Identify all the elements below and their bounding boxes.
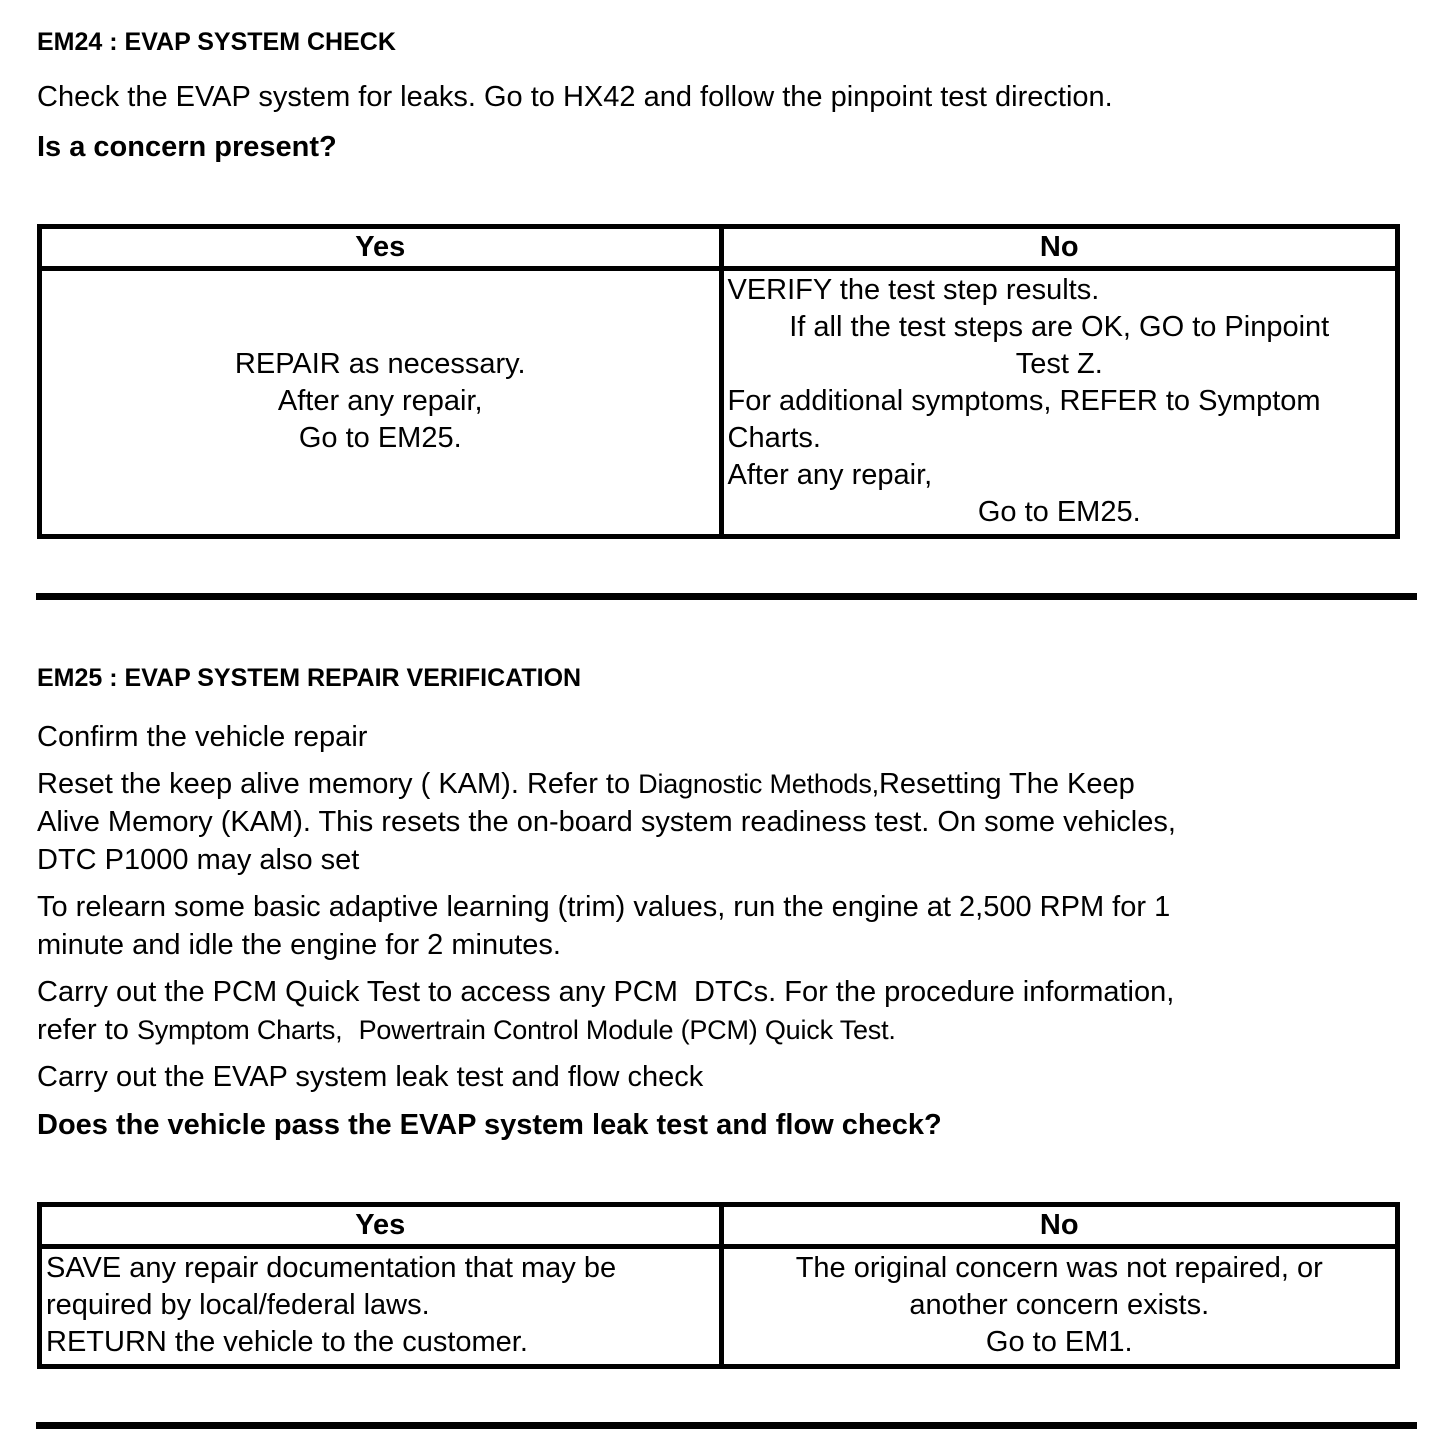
paragraph-line: Alive Memory (KAM). This resets the on-board system readiness test. On some vehicles,	[37, 806, 1176, 838]
em25-table-header-yes: Yes	[42, 1207, 719, 1249]
em24-table-cell-yes	[42, 271, 719, 534]
em24-step-heading: EM24 : EVAP SYSTEM CHECK	[37, 28, 396, 56]
quicktest-line2-pre: refer to	[37, 1014, 137, 1046]
table-cell-line: Test Z.	[1015, 348, 1103, 380]
em25-confirm-paragraph	[37, 718, 1417, 756]
table-cell-line: For additional symptoms, REFER to Symptom	[727, 385, 1321, 417]
paragraph-line: Carry out the PCM Quick Test to access any PCM DTCs. For the procedure information,	[37, 976, 1175, 1008]
em25-leaktest-text: Carry out the EVAP system leak test and flow check	[37, 1061, 704, 1093]
page-bottom-divider	[36, 1422, 1417, 1429]
em25-step-heading: EM25 : EVAP SYSTEM REPAIR VERIFICATION	[37, 664, 582, 692]
em25-reset-paragraph	[37, 765, 1417, 879]
link-pcm-quick-test[interactable]: Powertrain Control Module (PCM) Quick Test.	[358, 1015, 896, 1045]
paragraph-line	[37, 1011, 1417, 1049]
em25-leaktest-paragraph	[37, 1058, 1417, 1096]
link-diagnostic-methods[interactable]: Diagnostic Methods,	[638, 769, 879, 799]
table-cell-line: another concern exists.	[909, 1289, 1210, 1321]
table-cell-line: After any repair,	[277, 385, 483, 417]
reset-line1-post: Resetting The Keep	[878, 768, 1135, 800]
table-cell-line: SAVE any repair documentation that may be	[46, 1252, 617, 1284]
table-cell-line: After any repair,	[727, 459, 933, 491]
em25-question-paragraph	[37, 1106, 1417, 1144]
quicktest-line2-gap	[343, 1014, 359, 1046]
em25-quicktest-paragraph	[37, 973, 1417, 1049]
table-cell-line: Go to EM25.	[977, 496, 1141, 528]
reset-line1-pre: Reset the keep alive memory ( KAM). Refer to	[37, 768, 639, 800]
em25-relearn-paragraph	[37, 888, 1417, 964]
em24-question-paragraph	[37, 128, 1417, 166]
table-cell-line: If all the test steps are OK, GO to Pinpoint	[789, 311, 1330, 343]
em24-question-text: Is a concern present?	[37, 131, 337, 163]
paragraph-line: To relearn some basic adaptive learning (trim) values, run the engine at 2,500 RPM for 1	[37, 891, 1171, 923]
em25-question-text: Does the vehicle pass the EVAP system leak test and flow check?	[37, 1109, 942, 1141]
em25-confirm-text: Confirm the vehicle repair	[37, 721, 368, 753]
table-cell-line: REPAIR as necessary.	[234, 348, 526, 380]
section-em25	[37, 664, 1417, 1429]
table-cell-line: Go to EM1.	[985, 1326, 1133, 1358]
table-cell-line: The original concern was not repaired, or	[795, 1252, 1323, 1284]
paragraph-line: minute and idle the engine for 2 minutes.	[37, 929, 561, 961]
table-cell-line: required by local/federal laws.	[46, 1289, 430, 1321]
section-divider	[36, 593, 1417, 600]
em25-table-header-no: No	[719, 1207, 1396, 1249]
paragraph-line: DTC P1000 may also set	[37, 844, 360, 876]
em24-intro-paragraph	[37, 78, 1417, 116]
table-cell-line: RETURN the vehicle to the customer.	[46, 1326, 528, 1358]
em24-intro-text: Check the EVAP system for leaks. Go to HX42 and follow the pinpoint test direction.	[37, 81, 1113, 113]
link-symptom-charts[interactable]: Symptom Charts,	[136, 1015, 343, 1045]
em24-table-header-yes: Yes	[42, 229, 719, 271]
table-cell-line: VERIFY the test step results.	[727, 274, 1100, 306]
table-cell-line: Go to EM25.	[298, 422, 462, 454]
paragraph-line	[37, 765, 1417, 803]
em24-decision-table	[37, 224, 1400, 539]
table-cell-line: Charts.	[727, 422, 821, 454]
em25-table-cell-yes	[42, 1249, 719, 1364]
em25-table-cell-no	[719, 1249, 1396, 1364]
em24-table-cell-no	[719, 271, 1396, 534]
em24-table-header-no: No	[719, 229, 1396, 271]
section-em24	[37, 28, 1417, 600]
em25-decision-table	[37, 1202, 1400, 1369]
